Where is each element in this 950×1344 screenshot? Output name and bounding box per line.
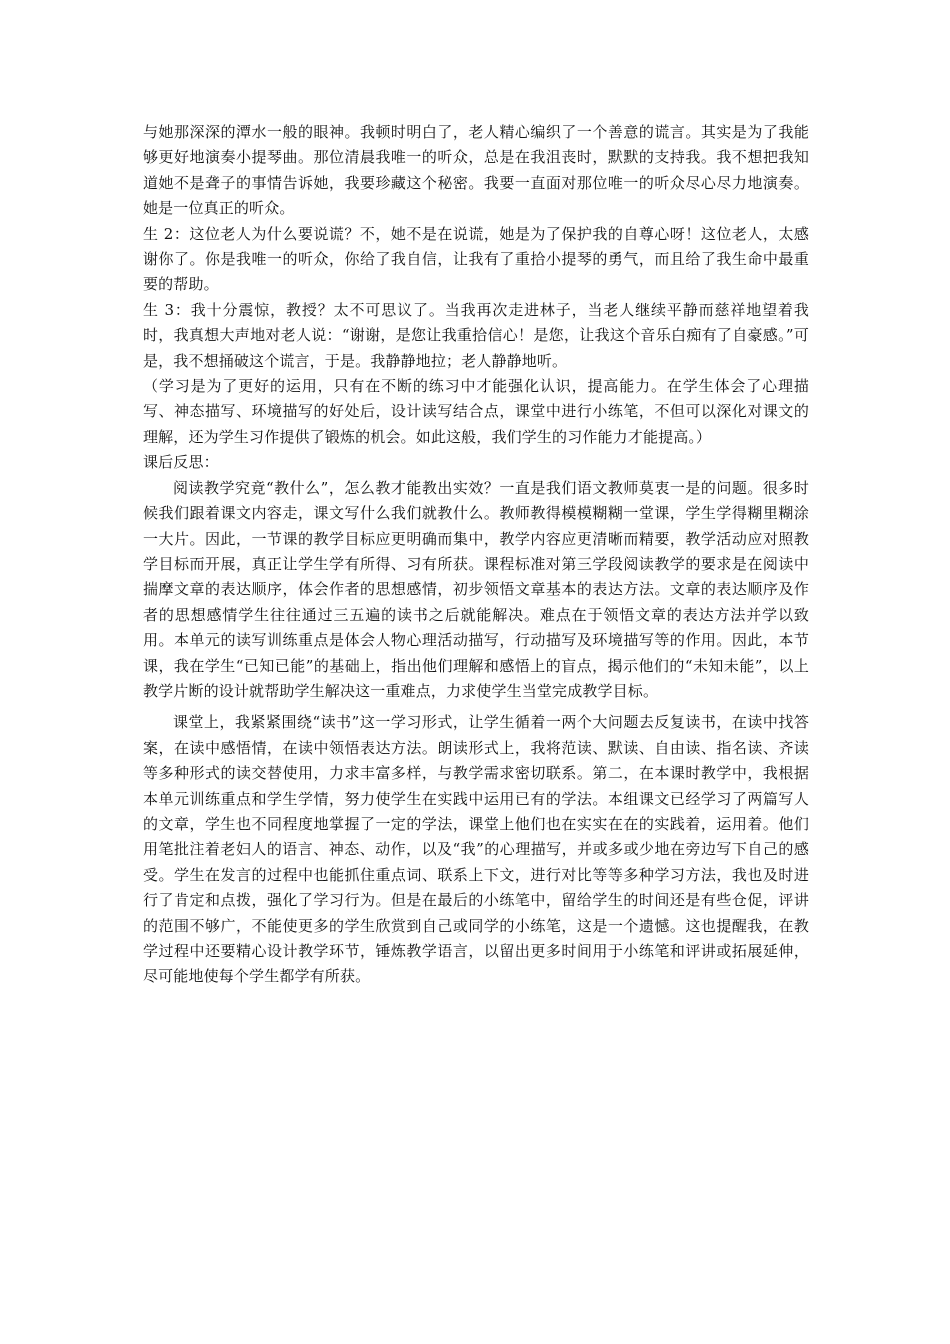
paragraph-student-3: 生 3：我十分震惊，教授？太不可思议了。当我再次走进林子，当老人继续平静而慈祥地望着我时，我真想大声地对老人说：“谢谢，是您让我重拾信心！是您，让我这个音乐白痴有了自豪感。”可是，我不想捅破这个谎言，于是。我静静地拉；老人静静地听。 xyxy=(143,300,810,370)
paragraph-note: （学习是为了更好的运用，只有在不断的练习中才能强化认识，提高能力。在学生体会了心理描写、神态描写、环境描写的好处后，设计读写结合点，课堂中进行小练笔，不但可以深化对课文的理解，还为学生习作提供了锻炼的机会。如此这般，我们学生的习作能力才能提高。） xyxy=(143,377,809,446)
document-page xyxy=(143,120,809,990)
paragraph-reflection-2: 课堂上，我紧紧围绕“读书”这一学习形式，让学生循着一两个大问题去反复读书，在读中找答案，在读中感悟情，在读中领悟表达方法。朗读形式上，我将范读、默读、自由读、指名读、齐读等多种形式的读交替使用，力求丰富多样，与教学需求密切联系。第二，在本课时教学中，我根据本单元训练重点和学生学情，努力使学生在实践中运用已有的学法。本组课文已经学习了两篇写人的文章，学生也不同程度地掌握了一定的学法，课堂上他们也在实实在在的实践着，运用着。他们用笔批注着老妇人的语言、神态、动作，以及“我”的心理描写，并或多或少地在旁边写下自己的感受。学生在发言的过程中也能抓住重点词、联系上下文，进行对比等等多种学习方法，我也及时进行了肯定和点拨，强化了学习行为。但是在最后的小练笔中，留给学生的时间还是有些仓促，评讲的范围不够广，不能使更多的学生欣赏到自己或同学的小练笔，这是一个遗憾。这也提醒我，在教学过程中还要精心设计教学环节，锤炼教学语言，以留出更多时间用于小练笔和评讲或拓展延伸，尽可能地使每个学生都学有所获。 xyxy=(143,713,809,986)
section-heading-reflection: 课后反思： xyxy=(143,453,219,472)
paragraph-continuation: 与她那深深的潭水一般的眼神。我顿时明白了，老人精心编织了一个善意的谎言。其实是为了我能够更好地演奏小提琴曲。那位清晨我唯一的听众，总是在我沮丧时，默默的支持我。我不想把我知道她不是聋子的事情告诉她，我要珍藏这个秘密。我要一直面对那位唯一的听众尽心尽力地演奏。她是一位真正的听众。 xyxy=(143,123,809,218)
paragraph-student-2: 生 2：这位老人为什么要说谎？不，她不是在说谎，她是为了保护我的自尊心呀！这位老人，太感谢你了。你是我唯一的听众，你给了我自信，让我有了重拾小提琴的勇气，而且给了我生命中最重要的帮助。 xyxy=(143,224,809,294)
paragraph-reflection-1: 阅读教学究竟“教什么”，怎么教才能教出实效？一直是我们语文教师莫衷一是的问题。很多时候我们跟着课文内容走，课文写什么我们就教什么。教师教得模模糊糊一堂课，学生学得糊里糊涂一大片。因此，一节课的教学目标应更明确而集中，教学内容应更清晰而精要，教学活动应对照教学目标而开展，真正让学生学有所得、习有所获。课程标准对第三学段阅读教学的要求是在阅读中揣摩文章的表达顺序，体会作者的思想感情，初步领悟文章基本的表达方法。文章的表达顺序及作者的思想感情学生往往通过三五遍的读书之后就能解决。难点在于领悟文章的表达方法并学以致用。本单元的读写训练重点是体会人物心理活动描写，行动描写及环境描写等的作用。因此，本节课，我在学生“已知已能”的基础上，指出他们理解和感悟上的盲点，揭示他们的“未知未能”，以上教学片断的设计就帮助学生解决这一重难点，力求使学生当堂完成教学目标。 xyxy=(143,478,809,700)
